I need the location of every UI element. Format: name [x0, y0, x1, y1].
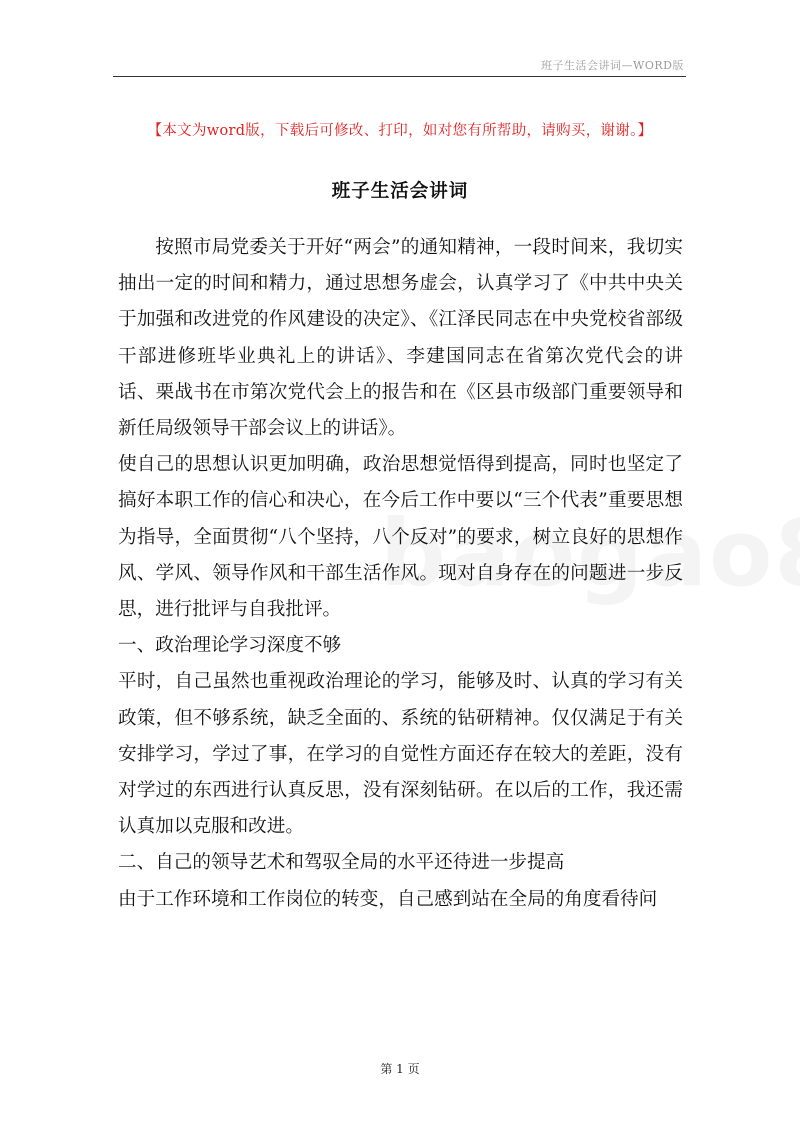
page-number: 第 1 页	[380, 1062, 420, 1076]
header-divider	[113, 76, 686, 77]
running-header: 班子生活会讲词—WORD版	[541, 59, 684, 72]
document-body	[118, 230, 683, 918]
section-heading: 一、政治理论学习深度不够	[118, 635, 342, 657]
body-paragraph: 平时，自己虽然也重视政治理论的学习，能够及时、认真的学习有关政策，但不够系统，缺乏全面的、系统的钻研精神。仅仅满足于有关安排学习，学过了事，在学习的自觉性方面还存在较大的差距，没有对学过的东西进行认真反思，没有深刻钻研。在以后的工作，我还需认真加以克服和改进。	[118, 671, 683, 838]
body-paragraph: 使自己的思想认识更加明确，政治思想觉悟得到提高，同时也坚定了搞好本职工作的信心和决心，在今后工作中要以“三个代表”重要思想为指导，全面贯彻“八个坚持，八个反对”的要求，树立良好的思想作风、学风、领导作风和干部生活作风。现对自身存在的问题进一步反思，进行批评与自我批评。	[118, 454, 683, 621]
document-title: 班子生活会讲词	[331, 181, 469, 202]
body-paragraph: 由于工作环境和工作岗位的转变，自己感到站在全局的角度看待问	[118, 888, 658, 910]
body-paragraph: 按照市局党委关于开好“两会”的通知精神，一段时间来，我切实抽出一定的时间和精力，通过思想务虚会，认真学习了《中共中央关于加强和改进党的作风建设的决定》、《江泽民同志在中央党校省部级干部进修班毕业典礼上的讲话》、李建国同志在省第次党代会的讲话、栗战书在市第次党代会上的报告和在《区县市级部门重要领导和新任局级领导干部会议上的讲话》。	[118, 237, 683, 440]
download-notice: 【本文为word版，下载后可修改、打印，如对您有所帮助，请购买，谢谢。】	[147, 123, 653, 139]
section-heading: 二、自己的领导艺术和驾驭全局的水平还待进一步提高	[118, 852, 565, 874]
